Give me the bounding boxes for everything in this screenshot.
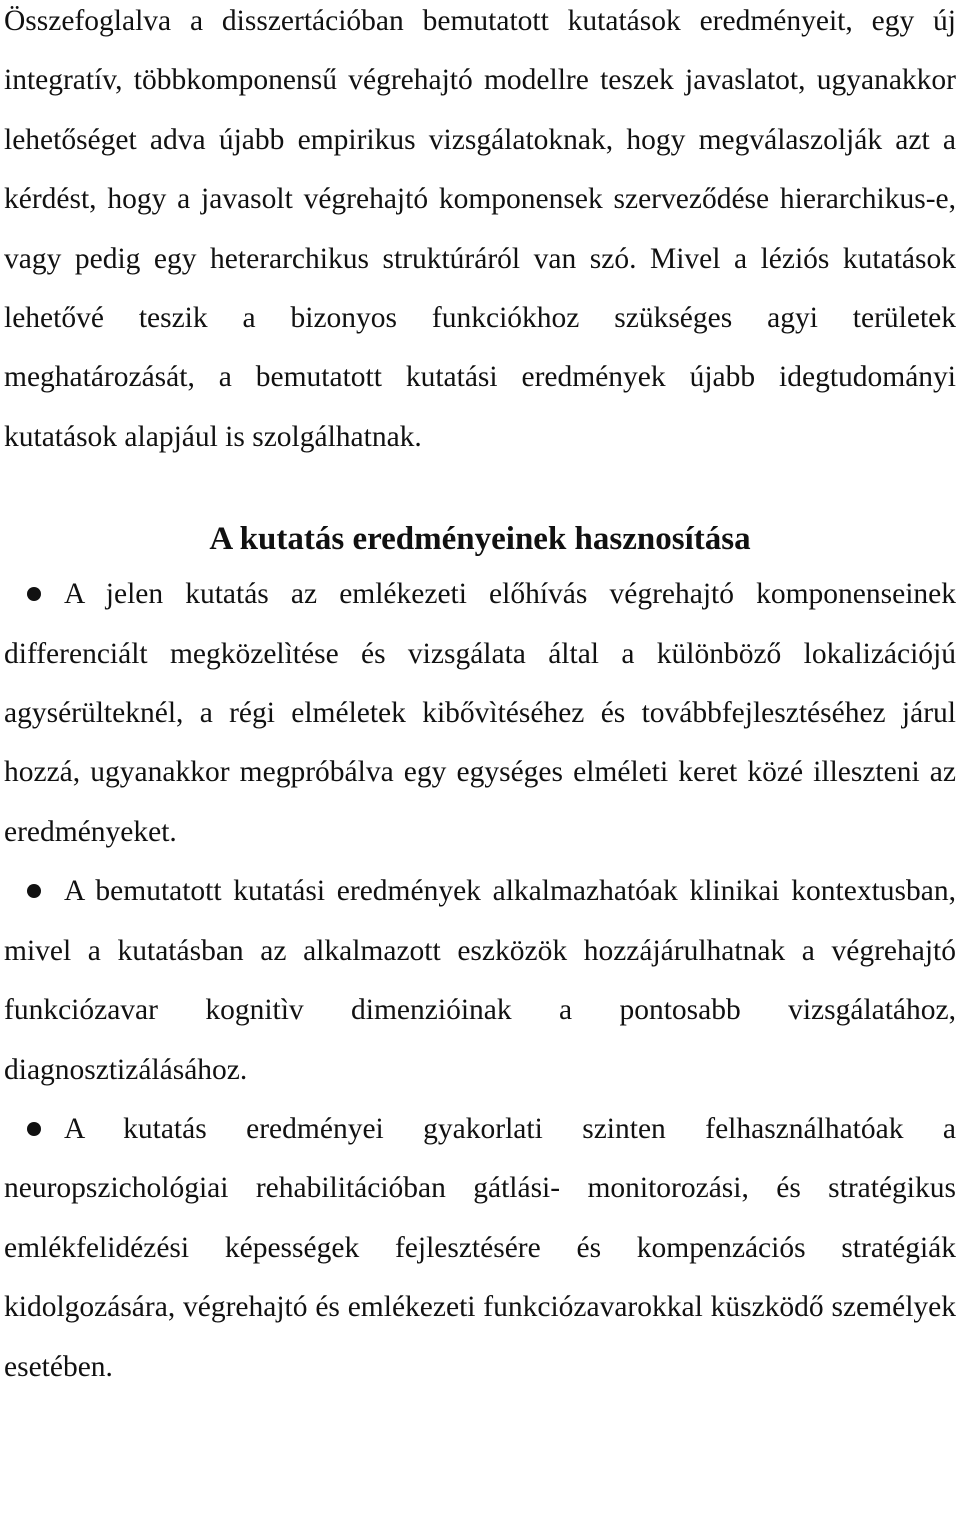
section-heading: A kutatás eredményeinek hasznosítása <box>209 521 751 558</box>
document-page <box>4 0 956 1397</box>
bullet-icon <box>27 1122 41 1136</box>
bullet-text: A jelen kutatás az emlékezeti előhívás végrehajtó komponenseinek differenciált megközelìtése és vizsgálata által a különböző lokalizációjú agysérülteknél, a régi elméletek kibővìtéséhez és továbbfejlesztéséhez járul hozzá, ugyanakkor megpróbálva egy egységes elméleti keret közé illeszteni az eredményeket. <box>4 578 956 848</box>
bullet-text: A kutatás eredményei gyakorlati szinten felhasználhatóak a neuropszichológiai rehabilitációban gátlási- monitorozási, és stratégikus emlékfelidézési képességek fejlesztésére és kompenzációs stratégiák kidolgozására, végrehajtó és emlékezeti funkciózavarokkal küszködő személyek esetében. <box>4 1112 956 1383</box>
bullet-item <box>4 565 956 862</box>
intro-paragraph: Összefoglalva a disszertációban bemutatott kutatások eredményeit, egy új integratív, többkomponensű végrehajtó modellre teszek javaslatot, ugyanakkor lehetőséget adva újabb empirikus vizsgálatoknak, hogy megválaszolják azt a kérdést, hogy a javasolt végrehajtó komponensek szerveződése hierarchikus-e, vagy pedig egy heterarchikus struktúráról van szó. Mivel a léziós kutatások lehetővé teszik a bizonyos funkciókhoz szükséges agyi területek meghatározását, a bemutatott kutatási eredmények újabb idegtudományi kutatások alapjául is szolgálhatnak. <box>4 5 956 453</box>
bullet-text: A bemutatott kutatási eredmények alkalmazhatóak klinikai kontextusban, mivel a kutatásban az alkalmazott eszközök hozzájárulhatnak a végrehajtó funkciózavar kognitìv dimenzióinak a pontosabb vizsgálatához, diagnosztizálásához. <box>4 875 956 1086</box>
bullet-item <box>4 862 956 1100</box>
bullet-item <box>4 1100 956 1397</box>
